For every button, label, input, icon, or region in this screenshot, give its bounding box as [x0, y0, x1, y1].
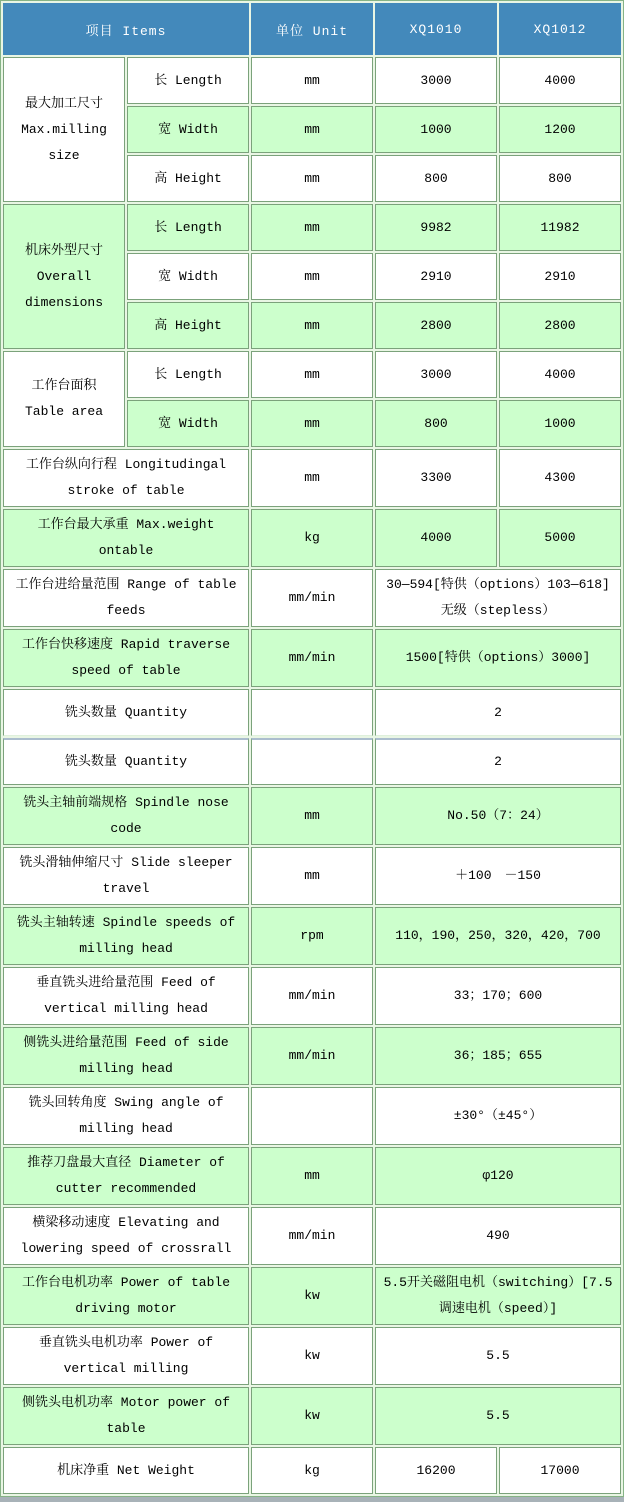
- table-row: [3, 847, 621, 905]
- header-model-xq1012: XQ1012: [499, 3, 621, 55]
- value-cell-xq1012: 4000: [499, 351, 621, 398]
- unit-cell: mm/min: [251, 967, 373, 1025]
- unit-cell: mm: [251, 351, 373, 398]
- unit-cell: [251, 738, 373, 785]
- table-row: [3, 1267, 621, 1325]
- item-cell: 推荐刀盘最大直径 Diameter of cutter recommended: [3, 1147, 249, 1205]
- value-cell-merged: 36；185；655: [375, 1027, 621, 1085]
- item-cell: 垂直铣头电机功率 Power of vertical milling: [3, 1327, 249, 1385]
- group-cell-overall-dimensions: 机床外型尺寸 Overall dimensions: [3, 204, 125, 349]
- table-row: [3, 1207, 621, 1265]
- value-cell-merged: 2: [375, 738, 621, 785]
- unit-cell: mm/min: [251, 629, 373, 687]
- table-row: [3, 1447, 621, 1494]
- item-cell: 宽 Width: [127, 106, 249, 153]
- table-row: [3, 1327, 621, 1385]
- item-cell: 宽 Width: [127, 400, 249, 447]
- value-cell-xq1012: 1000: [499, 400, 621, 447]
- table-row: [3, 1087, 621, 1145]
- value-cell-xq1012: 5000: [499, 509, 621, 567]
- item-cell: 铣头主轴转速 Spindle speeds of milling head: [3, 907, 249, 965]
- group-cell-max-milling-size: 最大加工尺寸 Max.milling size: [3, 57, 125, 202]
- value-cell-xq1010: 800: [375, 155, 497, 202]
- unit-cell: mm: [251, 302, 373, 349]
- unit-cell: mm: [251, 57, 373, 104]
- unit-cell: [251, 1087, 373, 1145]
- value-cell-xq1010: 3000: [375, 351, 497, 398]
- value-cell-merged: ±30°（±45°）: [375, 1087, 621, 1145]
- value-cell-xq1010: 800: [375, 400, 497, 447]
- unit-cell: mm: [251, 400, 373, 447]
- unit-cell: kw: [251, 1387, 373, 1445]
- value-cell-merged: 1500[特供（options）3000]: [375, 629, 621, 687]
- value-cell-merged: 33；170；600: [375, 967, 621, 1025]
- table-row: [3, 907, 621, 965]
- table-row: [3, 449, 621, 507]
- unit-cell: mm: [251, 847, 373, 905]
- item-cell: 铣头滑轴伸缩尺寸 Slide sleeper travel: [3, 847, 249, 905]
- item-cell: 工作台最大承重 Max.weight ontable: [3, 509, 249, 567]
- table-row: [3, 738, 621, 785]
- value-cell-merged: 5.5: [375, 1387, 621, 1445]
- table-row: [3, 204, 621, 251]
- unit-cell: mm/min: [251, 1027, 373, 1085]
- unit-cell: mm: [251, 1147, 373, 1205]
- table-row: [3, 629, 621, 687]
- value-cell-merged: 2: [375, 689, 621, 736]
- table-row: [3, 967, 621, 1025]
- item-cell: 高 Height: [127, 302, 249, 349]
- table-row: [3, 1387, 621, 1445]
- item-cell: 侧铣头电机功率 Motor power of table: [3, 1387, 249, 1445]
- value-cell-merged: ＋100 －150: [375, 847, 621, 905]
- item-cell: 长 Length: [127, 57, 249, 104]
- unit-cell: mm: [251, 449, 373, 507]
- item-cell: 铣头数量 Quantity: [3, 738, 249, 785]
- unit-cell: kw: [251, 1327, 373, 1385]
- item-cell: 工作台进给量范围 Range of table feeds: [3, 569, 249, 627]
- item-cell: 长 Length: [127, 204, 249, 251]
- item-cell: 铣头数量 Quantity: [3, 689, 249, 736]
- table-row: [3, 57, 621, 104]
- item-cell: 工作台快移速度 Rapid traverse speed of table: [3, 629, 249, 687]
- unit-cell: mm/min: [251, 569, 373, 627]
- item-cell: 高 Height: [127, 155, 249, 202]
- unit-cell: [251, 689, 373, 736]
- table-row: [3, 1147, 621, 1205]
- value-cell-xq1012: 11982: [499, 204, 621, 251]
- unit-cell: mm: [251, 155, 373, 202]
- value-cell-xq1012: 800: [499, 155, 621, 202]
- value-cell-merged: φ120: [375, 1147, 621, 1205]
- header-unit: 单位 Unit: [251, 3, 373, 55]
- value-cell-xq1012: 2910: [499, 253, 621, 300]
- unit-cell: mm: [251, 106, 373, 153]
- value-cell-merged: 30—594[特供（options）103—618]无级（stepless）: [375, 569, 621, 627]
- value-cell-xq1010: 3000: [375, 57, 497, 104]
- unit-cell: mm: [251, 204, 373, 251]
- table-row: [3, 1027, 621, 1085]
- unit-cell: kg: [251, 1447, 373, 1494]
- item-cell: 铣头主轴前端规格 Spindle nose code: [3, 787, 249, 845]
- value-cell-xq1010: 9982: [375, 204, 497, 251]
- value-cell-xq1012: 4000: [499, 57, 621, 104]
- item-cell: 横梁移动速度 Elevating and lowering speed of crossrall: [3, 1207, 249, 1265]
- table-row: [3, 569, 621, 627]
- header-row: [3, 3, 621, 55]
- bottom-bar: [0, 1497, 624, 1502]
- item-cell: 机床净重 Net Weight: [3, 1447, 249, 1494]
- table-row: [3, 689, 621, 736]
- table-row: [3, 787, 621, 845]
- value-cell-xq1012: 4300: [499, 449, 621, 507]
- unit-cell: mm: [251, 253, 373, 300]
- item-cell: 垂直铣头进给量范围 Feed of vertical milling head: [3, 967, 249, 1025]
- unit-cell: mm: [251, 787, 373, 845]
- value-cell-merged: 490: [375, 1207, 621, 1265]
- value-cell-xq1010: 1000: [375, 106, 497, 153]
- table-row: [3, 509, 621, 567]
- value-cell-merged: No.50（7：24）: [375, 787, 621, 845]
- header-items: 项目 Items: [3, 3, 249, 55]
- unit-cell: kw: [251, 1267, 373, 1325]
- value-cell-xq1010: 2910: [375, 253, 497, 300]
- item-cell: 长 Length: [127, 351, 249, 398]
- unit-cell: rpm: [251, 907, 373, 965]
- value-cell-xq1012: 1200: [499, 106, 621, 153]
- value-cell-xq1010: 3300: [375, 449, 497, 507]
- value-cell-xq1010: 4000: [375, 509, 497, 567]
- value-cell-xq1012: 17000: [499, 1447, 621, 1494]
- group-cell-table-area: 工作台面积 Table area: [3, 351, 125, 447]
- value-cell-merged: 5.5开关磁阻电机（switching）[7.5调速电机（speed）]: [375, 1267, 621, 1325]
- item-cell: 铣头回转角度 Swing angle of milling head: [3, 1087, 249, 1145]
- value-cell-xq1010: 2800: [375, 302, 497, 349]
- value-cell-xq1010: 16200: [375, 1447, 497, 1494]
- item-cell: 宽 Width: [127, 253, 249, 300]
- value-cell-xq1012: 2800: [499, 302, 621, 349]
- item-cell: 侧铣头进给量范围 Feed of side milling head: [3, 1027, 249, 1085]
- value-cell-merged: 110，190，250，320，420，700: [375, 907, 621, 965]
- value-cell-merged: 5.5: [375, 1327, 621, 1385]
- item-cell: 工作台纵向行程 Longitudingal stroke of table: [3, 449, 249, 507]
- unit-cell: mm/min: [251, 1207, 373, 1265]
- table-row: [3, 351, 621, 398]
- item-cell: 工作台电机功率 Power of table driving motor: [3, 1267, 249, 1325]
- header-model-xq1010: XQ1010: [375, 3, 497, 55]
- unit-cell: kg: [251, 509, 373, 567]
